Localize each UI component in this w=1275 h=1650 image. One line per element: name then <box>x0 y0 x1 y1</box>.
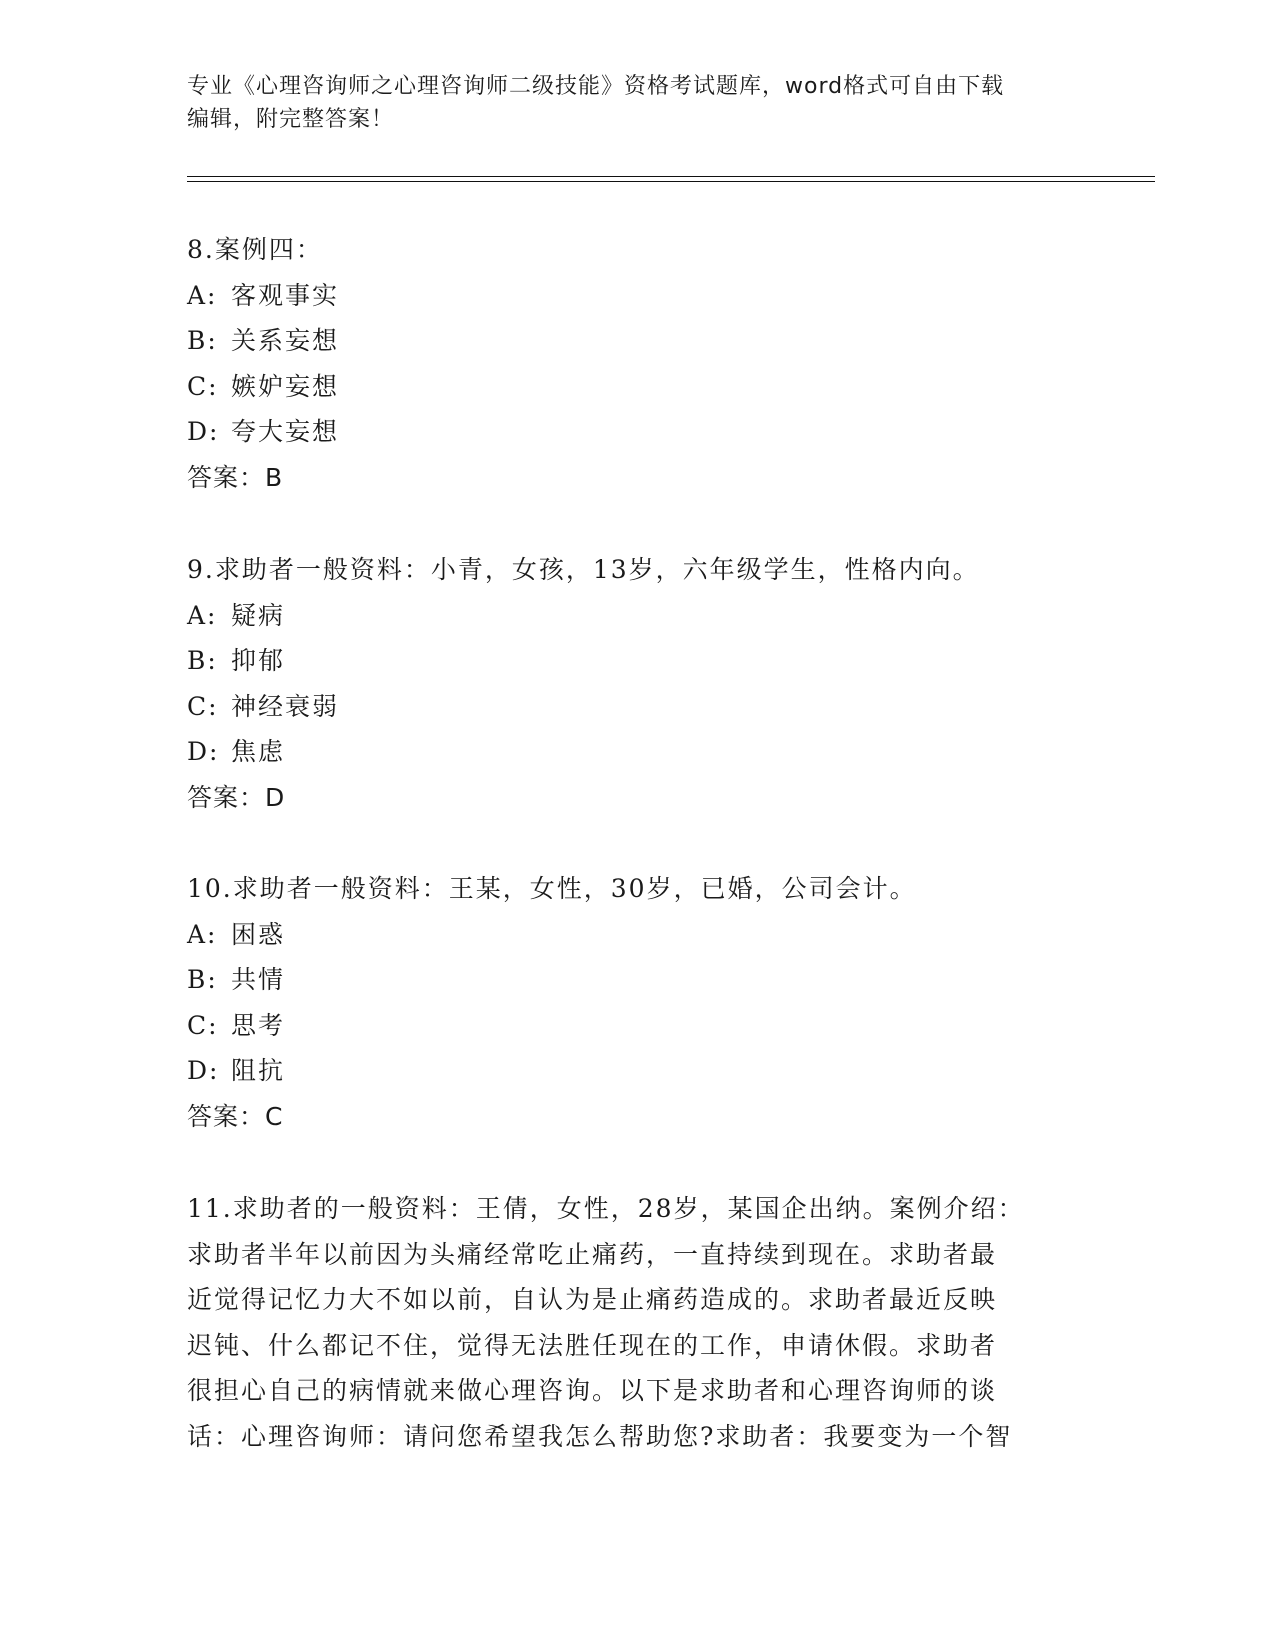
option-text: 困惑 <box>231 919 286 949</box>
option-label: C: <box>187 1010 219 1040</box>
option-text: 关系妄想 <box>231 326 340 355</box>
option-text: 共情 <box>231 965 286 994</box>
header-line-1: 专业《心理咨询师之心理咨询师二级技能》资格考试题库，word格式可自由下载 <box>187 74 1005 99</box>
option-a <box>187 912 1087 958</box>
option-label: D: <box>187 417 220 446</box>
document-header <box>187 70 1087 136</box>
option-c <box>187 684 1087 730</box>
question-stem-line: 话：心理咨询师：请问您希望我怎么帮助您?求助者：我要变为一个智 <box>187 1421 1013 1451</box>
option-label: D: <box>187 737 220 766</box>
option-text: 客观事实 <box>231 280 340 310</box>
question-10 <box>187 866 1087 1139</box>
question-9 <box>187 547 1087 820</box>
answer: 答案：D <box>187 782 286 812</box>
question-8 <box>187 227 1087 500</box>
option-text: 嫉妒妄想 <box>231 371 340 401</box>
option-text: 神经衰弱 <box>231 691 340 721</box>
question-stem-line: 11.求助者的一般资料：王倩，女性，28岁，某国企出纳。案例介绍： <box>187 1194 1025 1223</box>
option-text: 疑病 <box>231 600 286 630</box>
question-11 <box>187 1186 1087 1459</box>
option-text: 抑郁 <box>231 646 286 675</box>
question-stem-line: 很担心自己的病情就来做心理咨询。以下是求助者和心理咨询师的谈 <box>187 1376 998 1405</box>
option-label: B: <box>187 326 218 355</box>
option-label: B: <box>187 646 218 675</box>
option-text: 思考 <box>231 1010 286 1040</box>
option-c <box>187 364 1087 410</box>
option-b <box>187 318 1087 364</box>
question-stem: 9.求助者一般资料：小青，女孩，13岁，六年级学生，性格内向。 <box>187 555 980 584</box>
option-d <box>187 729 1087 775</box>
option-label: A: <box>187 600 218 630</box>
option-label: D: <box>187 1056 220 1085</box>
header-divider-bottom <box>187 181 1155 182</box>
option-text: 焦虑 <box>231 737 286 766</box>
option-label: C: <box>187 371 219 401</box>
option-d <box>187 1048 1087 1094</box>
question-stem-line: 迟钝、什么都记不住，觉得无法胜任现在的工作，申请休假。求助者 <box>187 1330 998 1360</box>
option-a <box>187 593 1087 639</box>
option-label: A: <box>187 919 218 949</box>
option-label: C: <box>187 691 219 721</box>
header-divider-top <box>187 176 1155 177</box>
option-a <box>187 273 1087 319</box>
header-line-2: 编辑，附完整答案！ <box>187 107 395 132</box>
answer: 答案：B <box>187 462 284 492</box>
option-b <box>187 638 1087 684</box>
question-stem: 10.求助者一般资料：王某，女性，30岁，已婚，公司会计。 <box>187 874 917 903</box>
option-c <box>187 1003 1087 1049</box>
option-b <box>187 957 1087 1003</box>
question-stem-line: 近觉得记忆力大不如以前，自认为是止痛药造成的。求助者最近反映 <box>187 1285 998 1314</box>
option-label: B: <box>187 965 218 994</box>
answer: 答案：C <box>187 1101 284 1131</box>
option-d <box>187 409 1087 455</box>
question-stem-line: 求助者半年以前因为头痛经常吃止痛药，一直持续到现在。求助者最 <box>187 1239 998 1269</box>
option-label: A: <box>187 280 218 310</box>
option-text: 阻抗 <box>231 1056 286 1085</box>
option-text: 夸大妄想 <box>231 417 340 446</box>
question-stem: 8.案例四： <box>187 235 323 264</box>
